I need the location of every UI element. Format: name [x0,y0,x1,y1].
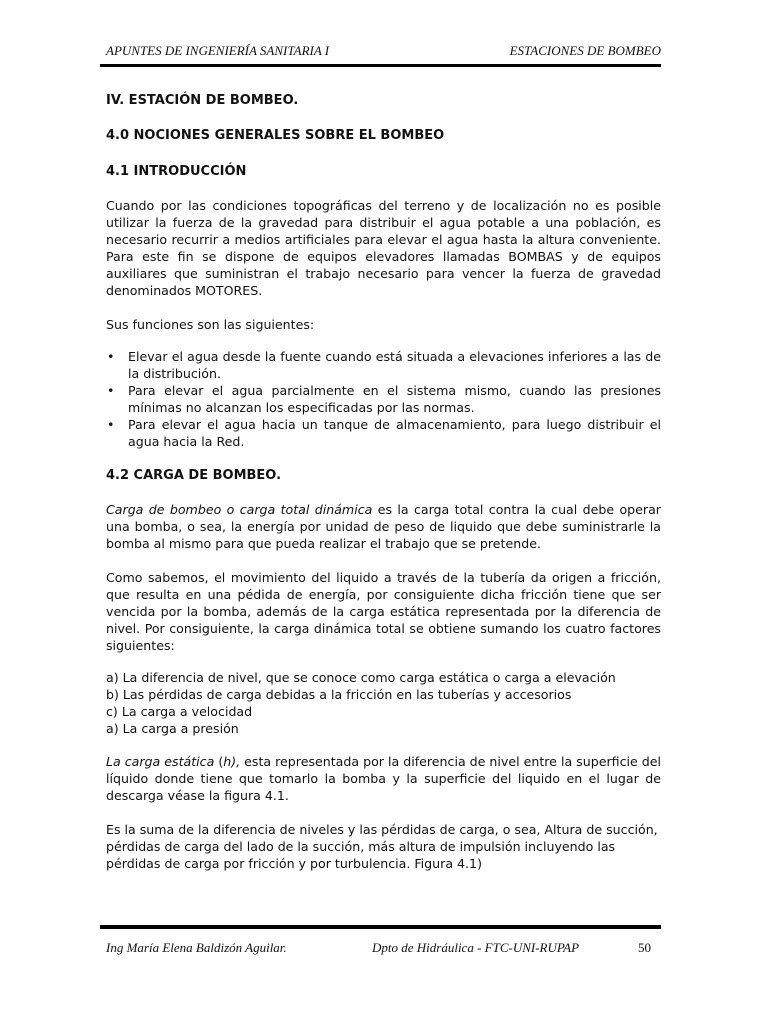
chapter-title: IV. ESTACIÓN DE BOMBEO. [106,93,299,108]
page-number: 50 [638,940,651,955]
carga-definition [106,501,661,552]
list-item-text: Elevar el agua desde la fuente cuando está situada a elevaciones inferiores a las de la distribución. [128,349,661,381]
friction-paragraph: Como sabemos, el movimiento del liquido a través de la tubería da origen a fricción, que resulta en una pédida de energía, por consiguiente dicha fricción tiene que ser vencida por la bomba, además de la carga estática representada por la diferencia de nivel. Por consiguiente, la carga dinámica total se obtiene sumando los cuatro factores siguientes: [106,570,661,653]
footer-rule [100,925,661,929]
list-item: a) La diferencia de nivel, que se conoce como carga estática o carga a elevación [106,670,616,685]
carga-term: Carga de bombeo o carga total dinámica [106,502,373,517]
static-head-term: La carga estática [106,754,215,769]
intro-paragraph: Cuando por las condiciones topográficas del terreno y de localización no es posible utilizar la fuerza de la gravedad para distribuir el agua potable a una población, es necesario recurrir a medios artificiales para elevar el agua hasta la altura conveniente. Para este fin se dispone de equipos elevadores llamadas BOMBAS y de equipos auxiliares que suministran el trabajo necesario para vencer la fuerza de gravedad denominados MOTORES. [106,198,661,298]
sum-paragraph: Es la suma de la diferencia de niveles y las pérdidas de carga, o sea, Altura de succión, pérdidas de carga del lado de la succión, más altura de impulsión incluyendo las pérdidas de carga por fricción y por turbulencia. Figura 4.1) [106,822,658,871]
static-head-paragraph [106,753,661,804]
bullet-icon: • [107,349,115,364]
list-item [106,348,661,382]
page-body [106,92,661,872]
list-item: b) Las pérdidas de carga debidas a la fricción en las tuberías y accesorios [106,687,572,702]
footer-department: Dpto de Hidráulica - FTC-UNI-RUPAP [372,940,580,955]
carga-heading: 4.2 CARGA DE BOMBEO. [106,468,282,483]
list-item-text: Para elevar el agua parcialmente en el sistema mismo, cuando las presiones mínimas no alcanzan los especificadas por las normas. [128,383,661,415]
footer-author: Ing María Elena Baldizón Aguilar. [106,940,287,955]
static-head-text: esta representada por la diferencia de nivel entre la superficie del líquido donde tiene que tomarlo la bomba y la superficie del liquido en el lugar de descarga véase la figura 4.1. [106,754,661,803]
list-item: c) La carga a velocidad [106,704,253,719]
factors-list [106,669,661,737]
functions-intro: Sus funciones son las siguientes: [106,317,315,332]
intro-heading: 4.1 INTRODUCCIÓN [106,164,247,179]
page-header [106,43,661,63]
carga-definition-text: es la carga total contra la cual debe operar una bomba, o sea, la energía por unidad de peso de liquido que debe suministrarle la bomba al mismo para que pueda realizar el trabajo que se pretende. [106,502,661,551]
list-item-text: Para elevar el agua hacia un tanque de almacenamiento, para luego distribuir el agua hacia la Red. [128,417,661,449]
section-subtitle: 4.0 NOCIONES GENERALES SOBRE EL BOMBEO [106,128,445,143]
list-item: a) La carga a presión [106,721,239,736]
list-item [106,416,661,450]
bullet-icon: • [107,383,115,398]
static-head-symbol: h), [223,754,241,769]
header-left-title: APUNTES DE INGENIERÍA SANITARIA I [106,43,330,58]
paren-open: ( [214,754,224,769]
header-rule [100,64,661,67]
header-right-title: ESTACIONES DE BOMBEO [509,43,661,58]
functions-list [106,348,661,450]
list-item [106,382,661,416]
bullet-icon: • [107,417,115,432]
